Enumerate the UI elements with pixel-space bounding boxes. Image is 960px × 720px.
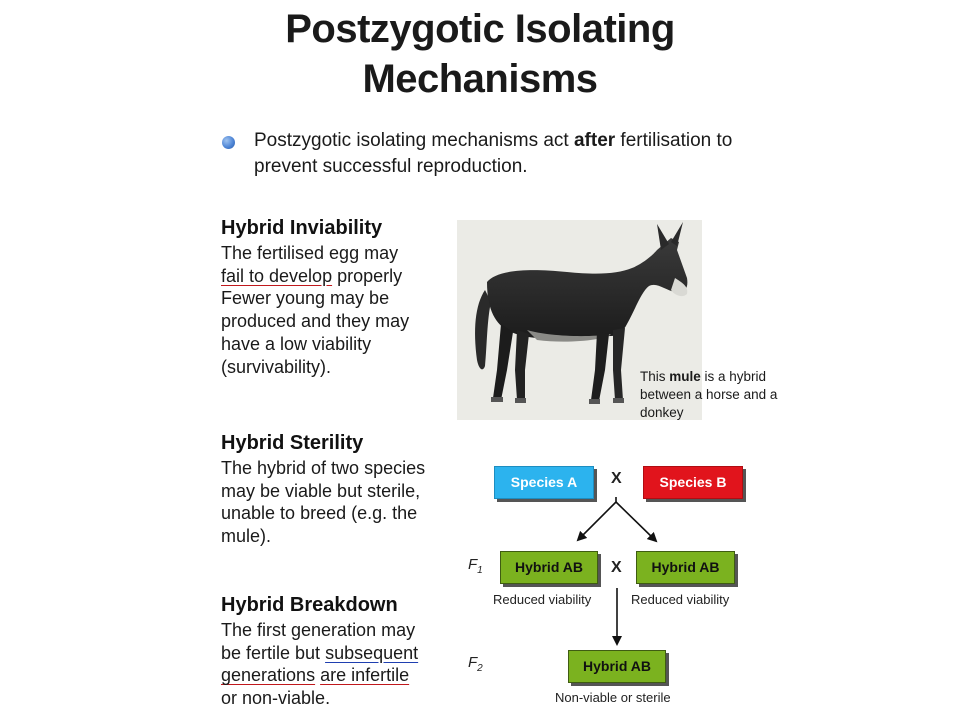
breakdown-underlined: generations bbox=[221, 665, 316, 686]
breakdown-underlined: subsequent bbox=[325, 642, 419, 663]
species-b-box: Species B bbox=[643, 466, 743, 499]
f2-label-text: F bbox=[468, 654, 478, 671]
sterility-line: mule). bbox=[221, 526, 272, 547]
f1-label-sub: 1 bbox=[477, 565, 483, 576]
intro-bold: after bbox=[573, 130, 616, 151]
inviability-heading: Hybrid Inviability bbox=[221, 217, 383, 239]
intro-after: fertilisation to prevent successful reproduction. bbox=[254, 130, 733, 177]
breakdown-line-start: be fertile but bbox=[221, 642, 326, 663]
sterility-heading: Hybrid Sterility bbox=[221, 432, 364, 454]
inviability-line: have a low viability bbox=[221, 333, 372, 354]
inviability-line-rest: properly bbox=[332, 265, 403, 286]
breakdown-underlined: are infertile bbox=[320, 665, 410, 686]
caption-pre: This bbox=[640, 369, 670, 384]
inviability-underlined: fail to develop bbox=[221, 265, 333, 286]
inviability-line: produced and they may bbox=[221, 311, 410, 332]
f1-label-text: F bbox=[468, 556, 478, 573]
f2-label-sub: 2 bbox=[477, 663, 483, 674]
f2-note: Non-viable or sterile bbox=[555, 690, 671, 705]
cross-symbol-1: X bbox=[611, 470, 622, 487]
inviability-line: (survivability). bbox=[221, 356, 332, 377]
sterility-line: unable to breed (e.g. the bbox=[221, 503, 418, 524]
breakdown-line: The first generation may bbox=[221, 620, 416, 640]
f1-note-right: Reduced viability bbox=[631, 592, 730, 607]
inviability-line: Fewer young may be bbox=[221, 288, 390, 309]
title-line-1: Postzygotic Isolating bbox=[285, 7, 675, 51]
hybrid-f1-right: Hybrid AB bbox=[636, 551, 735, 584]
inviability-line: The fertilised egg may bbox=[221, 243, 399, 263]
f1-note-left: Reduced viability bbox=[493, 592, 592, 607]
species-a-box: Species A bbox=[494, 466, 594, 499]
intro-before: Postzygotic isolating mechanisms act bbox=[254, 130, 574, 151]
f1-label bbox=[468, 556, 483, 576]
title-line-2: Mechanisms bbox=[362, 57, 598, 101]
caption-bold: mule bbox=[669, 369, 701, 384]
cross-symbol-2: X bbox=[611, 559, 622, 576]
f2-label bbox=[468, 654, 483, 674]
sterility-line: may be viable but sterile, bbox=[221, 480, 421, 501]
caption-post: is a hybrid between a horse and a donkey bbox=[640, 369, 778, 420]
hybrid-f1-left: Hybrid AB bbox=[500, 551, 598, 584]
sterility-line: The hybrid of two species bbox=[221, 458, 426, 478]
hybrid-f2: Hybrid AB bbox=[568, 650, 666, 683]
breakdown-heading: Hybrid Breakdown bbox=[221, 594, 398, 616]
breakdown-line: or non-viable. bbox=[221, 688, 331, 709]
